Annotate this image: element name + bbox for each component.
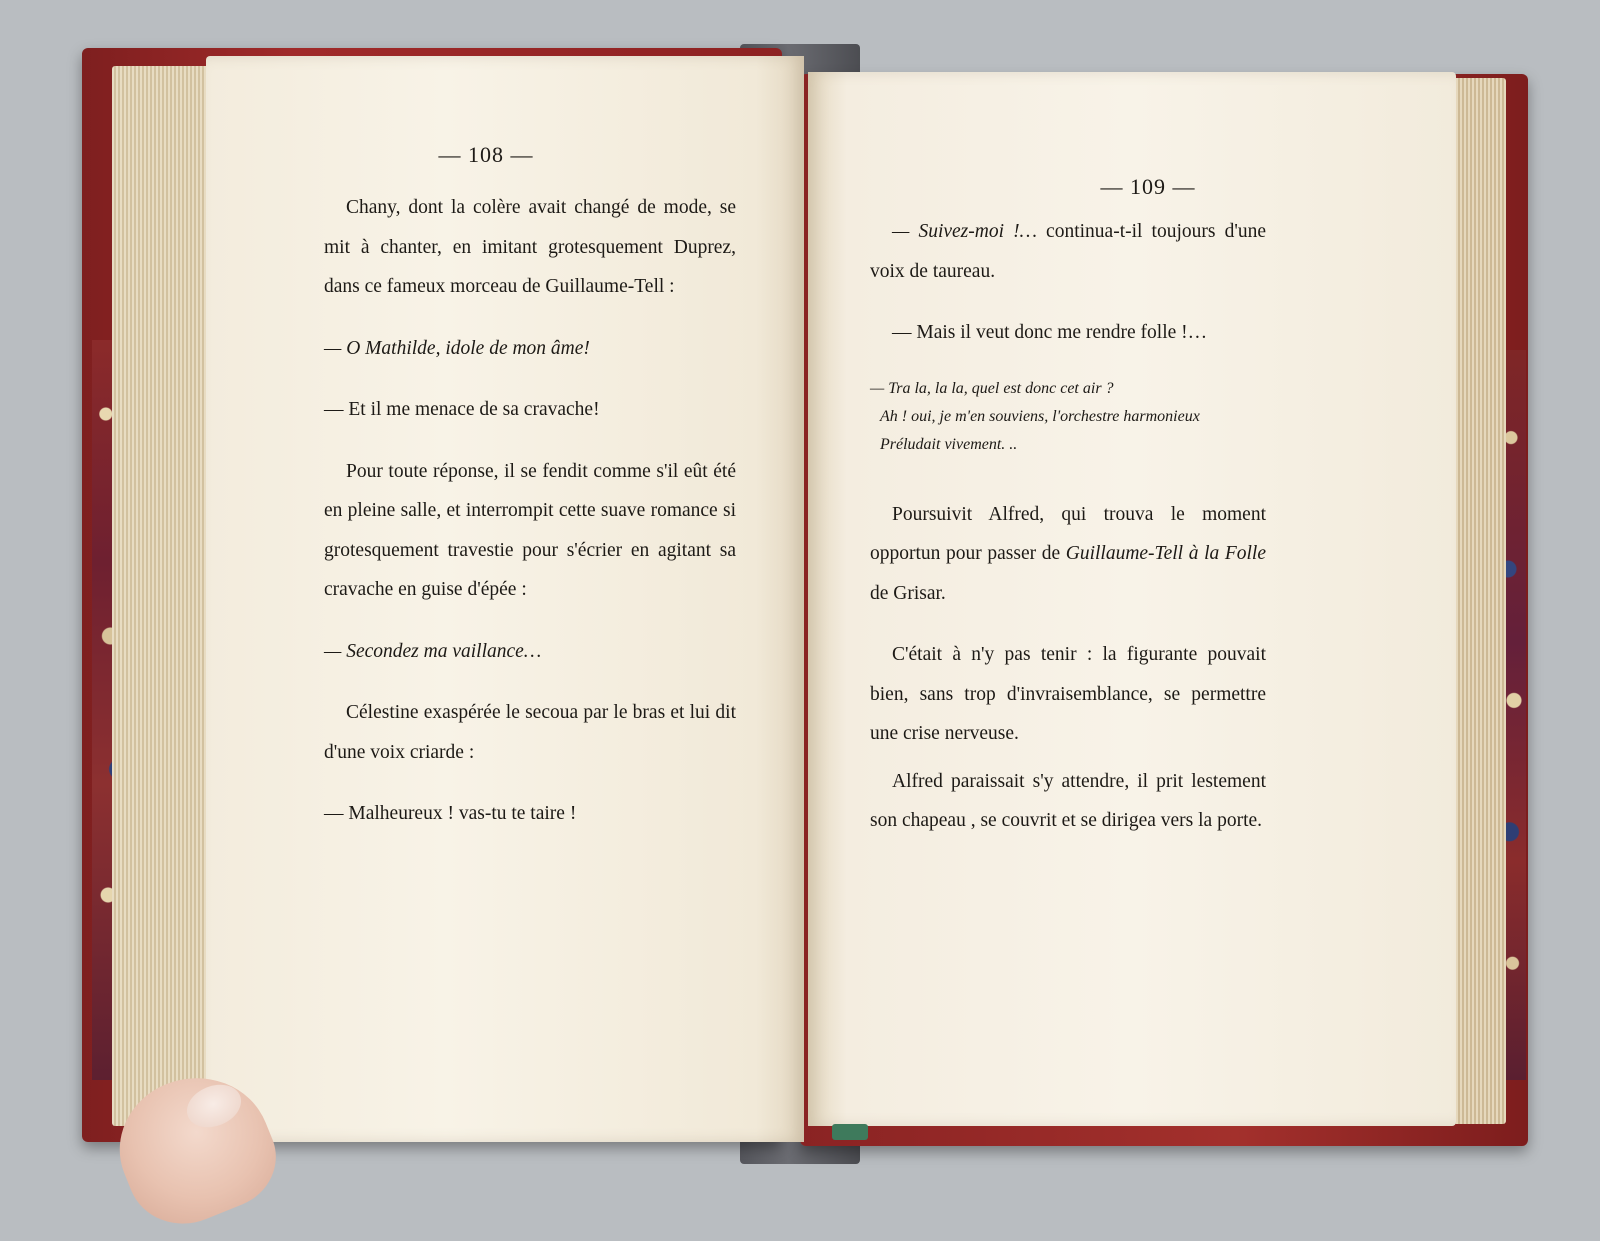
left-page: [206, 56, 804, 1142]
paragraph: C'était à n'y pas tenir : la figurante pouvait bien, sans trop d'invraisemblance, se permettre une crise nerveuse.: [870, 644, 1266, 744]
left-page-number: — 108 —: [438, 142, 534, 167]
quote-line: — Malheureux ! vas-tu te taire !: [324, 803, 577, 824]
left-page-edges: [112, 66, 216, 1126]
verse-line: Ah ! oui, je m'en souviens, l'orchestre harmonieux: [880, 407, 1200, 425]
paragraph: Chany, dont la colère avait changé de mode, se mit à chanter, en imitant grotesquement Duprez, dans ce fameux morceau de Guillaume-Tell :: [324, 197, 736, 297]
left-page-text: [324, 188, 736, 834]
paragraph: Alfred paraissait s'y attendre, il prit lestement son chapeau , se couvrit et se dirigea vers la porte.: [870, 770, 1266, 831]
text-span: de Grisar.: [870, 582, 946, 604]
right-page: [808, 72, 1456, 1126]
paragraph: Pour toute réponse, il se fendit comme s'il eût été en pleine salle, et interrompit cette suave romance si grotesquement travestie pour s'écrier en agitant sa cravache en guise d'épée :: [324, 460, 736, 600]
quote-line: — Secondez ma vaillance…: [324, 640, 542, 662]
italic-span: Guillaume-Tell à la Folle: [1065, 543, 1266, 564]
right-page-number: — 109 —: [1100, 174, 1196, 199]
paragraph: [870, 212, 1266, 291]
quote-line: — Mais il veut donc me rendre folle !…: [892, 322, 1208, 343]
text-span: continua-t-il toujours d'une voix de taureau.: [870, 221, 1266, 282]
quote-line: — Et il me menace de sa cravache!: [324, 399, 600, 420]
paragraph: Célestine exaspérée le secoua par le bras et lui dit d'une voix criarde :: [324, 702, 736, 763]
text-span: Poursuivit Alfred, qui trouva le moment opportun pour passer de: [870, 503, 1266, 564]
right-page-text: [870, 212, 1266, 841]
verse-line: Préludait vivement. ..: [880, 435, 1018, 453]
quote-line: — O Mathilde, idole de mon âme!: [324, 337, 590, 359]
verse-line: — Tra la, la la, quel est donc cet air ?: [870, 379, 1114, 397]
italic-span: — Suivez-moi !…: [892, 221, 1037, 242]
paragraph: [870, 495, 1266, 614]
bookmark-ribbon: [832, 1124, 868, 1140]
